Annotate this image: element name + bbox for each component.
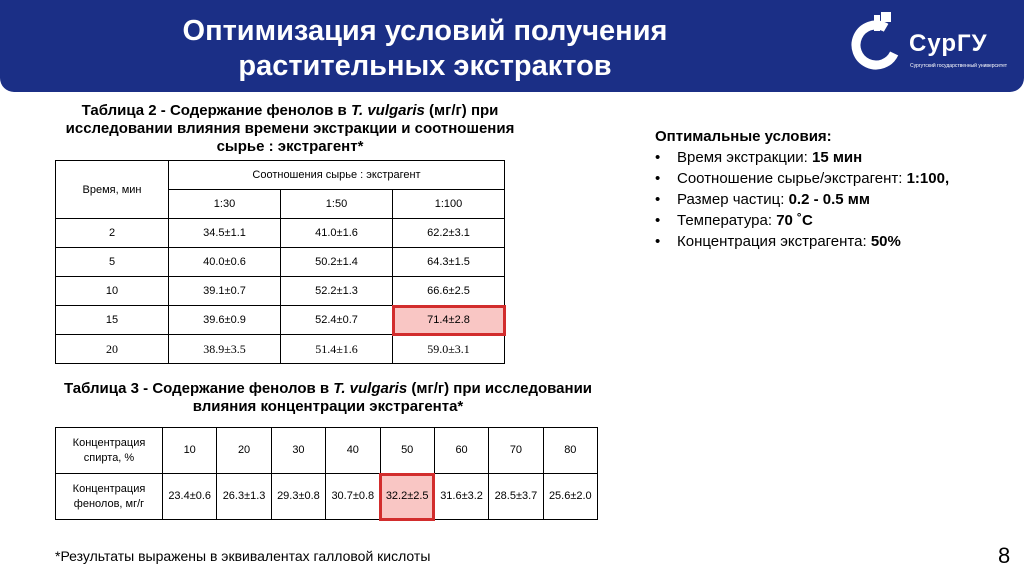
table2-time-cell: 2: [56, 219, 169, 248]
table3-value-cell: 23.4±0.6: [163, 474, 217, 520]
university-logo: [848, 12, 1010, 78]
table2-value-cell: 51.4±1.6: [281, 335, 393, 364]
page-title: [130, 14, 720, 84]
table-row: [56, 306, 505, 335]
condition-value: 15 мин: [811, 149, 863, 166]
table2-time-header: Время, мин: [56, 161, 169, 219]
footnote: *Результаты выражены в эквивалентах галловой кислоты: [55, 548, 431, 564]
table-row: [56, 248, 505, 277]
title-line-2: растительных экстрактов: [238, 50, 612, 82]
table2-value-cell: 59.0±3.1: [393, 335, 505, 364]
table2-caption: [60, 102, 520, 156]
condition-label: Соотношение сырье/экстрагент:: [677, 170, 907, 187]
logo-subtitle: Сургутский государственный университет: [910, 63, 1007, 69]
table2-value-cell: 40.0±0.6: [169, 248, 281, 277]
table2-time-cell: 10: [56, 277, 169, 306]
table2-optimal-cell: 71.4±2.8: [393, 306, 505, 335]
list-item: [655, 168, 949, 189]
conditions-title: Оптимальные условия:: [655, 128, 832, 145]
logo-name: СурГУ: [909, 30, 988, 57]
table3-value-cell: 26.3±1.3: [217, 474, 271, 520]
surgu-logo-icon: [848, 12, 906, 74]
table3-value-cell: 25.6±2.0: [543, 474, 597, 520]
condition-value: 70 ˚С: [776, 212, 813, 229]
table2-caption-species: T. vulgaris: [350, 102, 425, 119]
table3-conc-cell: 40: [326, 428, 380, 474]
table3-caption-b: (мг/г) при исследовании влияния концентрации экстрагента*: [192, 380, 593, 415]
list-item: [655, 210, 949, 231]
list-item: [655, 231, 949, 252]
table3-value-cell: 28.5±3.7: [489, 474, 543, 520]
table2-time-cell: 15: [56, 306, 169, 335]
table3-conc-cell: 30: [271, 428, 325, 474]
table3-conc-cell: 20: [217, 428, 271, 474]
title-line-1: Оптимизация условий получения: [182, 15, 668, 47]
condition-value: 50%: [870, 233, 901, 250]
page-number: 8: [998, 543, 1011, 568]
table-row: [56, 335, 505, 364]
table3-row2-header: Концентрация фенолов, мг/г: [56, 474, 163, 520]
table3-conc-cell: 70: [489, 428, 543, 474]
table2-value-cell: 38.9±3.5: [169, 335, 281, 364]
table2-value-cell: 62.2±3.1: [393, 219, 505, 248]
table3-value-cell: 30.7±0.8: [326, 474, 380, 520]
table3-value-cell: 29.3±0.8: [271, 474, 325, 520]
table3-conc-cell: 10: [163, 428, 217, 474]
table2-ratio-header: Соотношения сырье : экстрагент: [169, 161, 505, 190]
table3-value-cell: 31.6±3.2: [434, 474, 488, 520]
condition-value: 1:100,: [906, 170, 950, 187]
table3-conc-cell: 50: [380, 428, 434, 474]
table2-value-cell: 52.4±0.7: [281, 306, 393, 335]
bullet-icon: •: [655, 212, 661, 229]
header-banner: [0, 0, 1024, 92]
table3-caption: [48, 380, 608, 416]
condition-label: Концентрация экстрагента:: [677, 233, 871, 250]
table-row: [56, 277, 505, 306]
table2-value-cell: 39.6±0.9: [169, 306, 281, 335]
condition-label: Температура:: [677, 212, 777, 229]
optimal-conditions: [655, 126, 949, 252]
table2-ratio-2: 1:50: [281, 190, 393, 219]
bullet-icon: •: [655, 149, 661, 166]
table-row: [56, 428, 598, 474]
table2-value-cell: 34.5±1.1: [169, 219, 281, 248]
table3-conc-cell: 80: [543, 428, 597, 474]
table-row: [56, 474, 598, 520]
table2-caption-b: (мг/г) при исследовании влияния времени экстракции и соотношения сырье : экстрагент*: [65, 102, 515, 155]
table2: [55, 160, 505, 364]
table2-value-cell: 66.6±2.5: [393, 277, 505, 306]
table3-conc-cell: 60: [434, 428, 488, 474]
table2-time-cell: 20: [56, 335, 169, 364]
table3-optimal-cell: 32.2±2.5: [380, 474, 434, 520]
table3: [55, 427, 598, 520]
condition-label: Размер частиц:: [677, 191, 789, 208]
conditions-list: [655, 147, 949, 252]
table2-value-cell: 52.2±1.3: [281, 277, 393, 306]
bullet-icon: •: [655, 191, 661, 208]
table2-caption-a: Таблица 2 - Содержание фенолов в: [81, 102, 351, 119]
table3-caption-a: Таблица 3 - Содержание фенолов в: [63, 380, 334, 397]
table3-row1-header: Концентрация спирта, %: [56, 428, 163, 474]
table2-value-cell: 39.1±0.7: [169, 277, 281, 306]
list-item: [655, 147, 949, 168]
bullet-icon: •: [655, 233, 661, 250]
table2-ratio-3: 1:100: [393, 190, 505, 219]
table2-value-cell: 50.2±1.4: [281, 248, 393, 277]
table2-time-cell: 5: [56, 248, 169, 277]
list-item: [655, 189, 949, 210]
table-row: [56, 219, 505, 248]
table2-value-cell: 41.0±1.6: [281, 219, 393, 248]
table2-value-cell: 64.3±1.5: [393, 248, 505, 277]
table3-caption-species: T. vulgaris: [333, 380, 408, 397]
condition-value: 0.2 - 0.5 мм: [788, 191, 870, 208]
condition-label: Время экстракции:: [677, 149, 812, 166]
table2-ratio-1: 1:30: [169, 190, 281, 219]
bullet-icon: •: [655, 170, 661, 187]
